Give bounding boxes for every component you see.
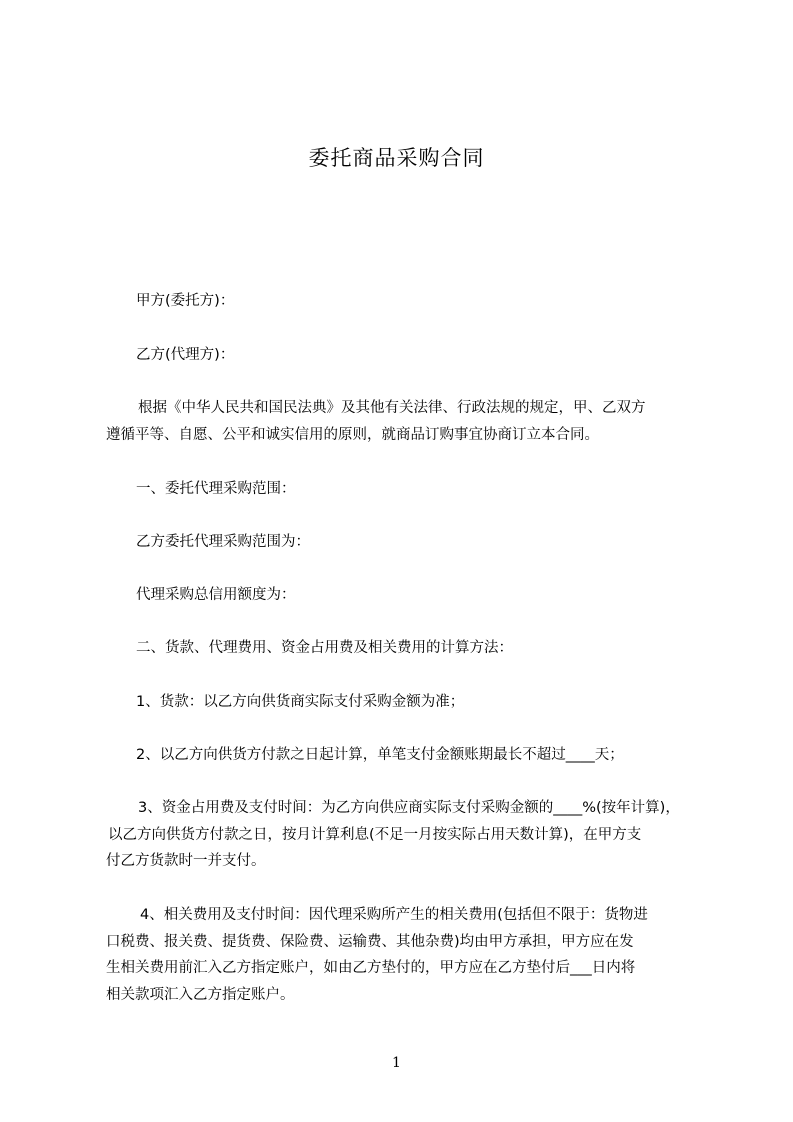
item-3-line-2: 以乙方向供货方付款之日，按月计算利息(不足一月按实际占用天数计算)，在甲方支 [108, 827, 642, 843]
party-a-label: 甲方(委托方)： [136, 293, 235, 309]
preamble-line-1: 根据《中华人民共和国民法典》及其他有关法律、行政法规的规定，甲、乙双方 [138, 400, 646, 416]
item-4-line-1: 4、相关费用及支付时间：因代理采购所产生的相关费用(包括但不限于：货物进 [140, 907, 648, 923]
item-4-line-2: 口税费、报关费、提货费、保险费、运输费、其他杂费)均由甲方承担，甲方应在发 [106, 934, 634, 950]
section-1-credit: 代理采购总信用额度为： [136, 587, 296, 603]
item-4-line-4: 相关款项汇入乙方指定账户。 [106, 987, 295, 1003]
item-1: 1、货款：以乙方向供货商实际支付采购金额为准； [136, 694, 465, 710]
section-1-heading: 一、委托代理采购范围： [136, 481, 296, 497]
item-2: 2、以乙方向供货方付款之日起计算，单笔支付金额账期最长不超过____天； [136, 747, 624, 763]
party-b-label: 乙方(代理方)： [136, 347, 235, 363]
document-title: 委托商品采购合同 [308, 146, 485, 170]
item-3-line-3: 付乙方货款时一并支付。 [106, 853, 266, 869]
page-number: 1 [392, 1055, 401, 1071]
item-3-line-1: 3、资金占用费及支付时间：为乙方向供应商实际支付采购金额的____%(按年计算)， [138, 800, 680, 816]
item-4-line-3: 生相关费用前汇入乙方指定账户，如由乙方垫付的，甲方应在乙方垫付后___日内将 [106, 960, 636, 976]
section-1-scope: 乙方委托代理采购范围为： [136, 534, 310, 550]
section-2-heading: 二、货款、代理费用、资金占用费及相关费用的计算方法： [136, 640, 513, 656]
preamble-line-2: 遵循平等、自愿、公平和诚实信用的原则，就商品订购事宜协商订立本合同。 [106, 427, 599, 443]
